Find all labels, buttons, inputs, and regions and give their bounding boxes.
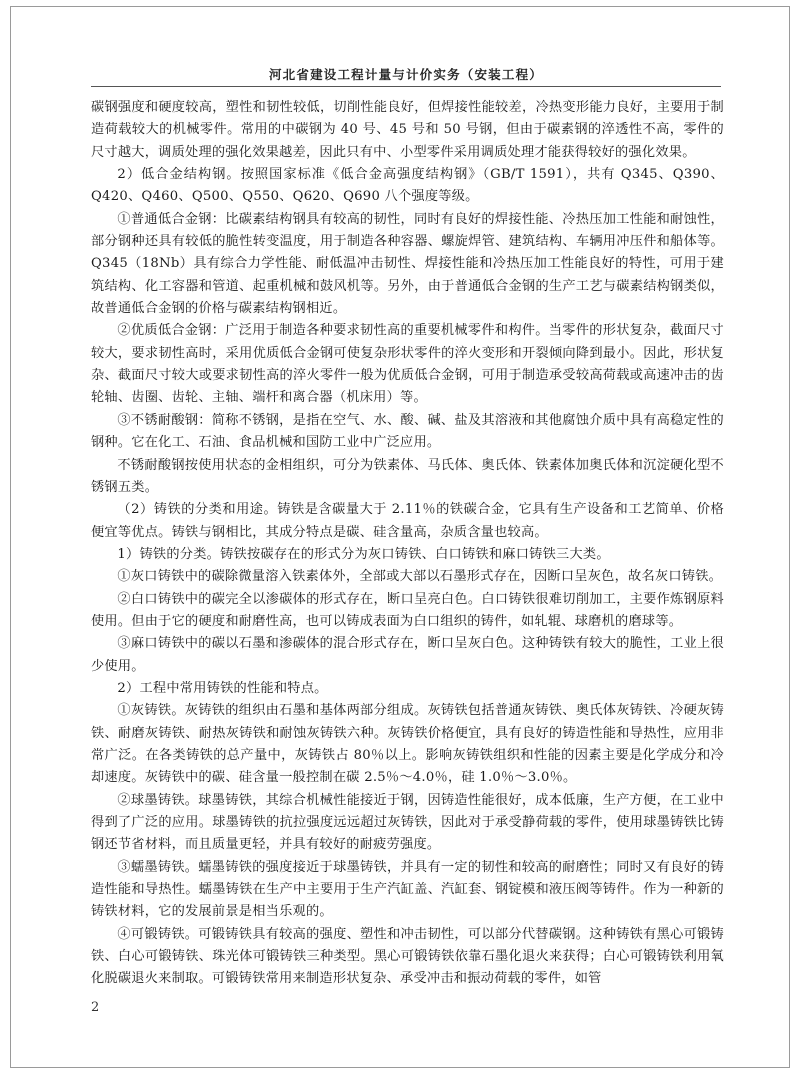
paragraph: ③蠕墨铸铁。蠕墨铸铁的强度接近于球墨铸铁，并具有一定的韧性和较高的耐磨性；同时又有良好的铸造性能和导热性。蠕墨铸铁在生产中主要用于生产汽缸盖、汽缸套、钢锭模和液压阀等铸件。作为一种新的铸铁材料，它的发展前景是相当乐观的。 <box>91 859 724 920</box>
paragraph: 1）铸铁的分类。铸铁按碳存在的形式分为灰口铸铁、白口铸铁和麻口铸铁三大类。 <box>117 546 610 562</box>
header-rule <box>91 86 721 87</box>
running-header: 河北省建设工程计量与计价实务（安装工程） <box>268 67 543 82</box>
paragraph: ④可锻铸铁。可锻铸铁具有较高的强度、塑性和冲击韧性，可以部分代替碳钢。这种铸铁有黑心可锻铸铁、白心可锻铸铁、珠光体可锻铸铁三种类型。黑心可锻铸铁依靠石墨化退火来获得；白心可锻铸铁利用氧化脱碳退火来制取。可锻铸铁常用来制造形状复杂、承受冲击和振动荷载的零件，如管 <box>91 926 724 987</box>
paragraph: 不锈耐酸钢按使用状态的金相组织，可分为铁素体、马氏体、奥氏体、铁素体加奥氏体和沉淀硬化型不锈钢五类。 <box>91 457 724 495</box>
page-number: 2 <box>91 1000 100 1015</box>
paragraph: 2）低合金结构钢。按照国家标准《低合金高强度结构钢》（GB/T 1591），共有 Q345、Q390、Q420、Q460、Q500、Q550、Q620、Q690 八个强度等级。 <box>91 167 724 205</box>
paragraph: 2）工程中常用铸铁的性能和特点。 <box>117 680 328 696</box>
paragraph: ①灰口铸铁中的碳除微量溶入铁素体外，全部或大部以石墨形式存在，因断口呈灰色，故名灰口铸铁。 <box>117 569 723 585</box>
paragraph: ③麻口铸铁中的碳以石墨和渗碳体的混合形式存在，断口呈灰白色。这种铸铁有较大的脆性，工业上很少使用。 <box>91 636 724 674</box>
paragraph: ②优质低合金钢：广泛用于制造各种要求韧性高的重要机械零件和构件。当零件的形状复杂，截面尺寸较大，要求韧性高时，采用优质低合金钢可使复杂形状零件的淬火变形和开裂倾向降到最小。因此，形状复杂、截面尺寸较大或要求韧性高的淬火零件一般为优质低合金钢，可用于制造承受较高荷载或高速冲击的齿轮轴、齿圈、齿轮、主轴、端杆和离合器（机床用）等。 <box>91 323 724 406</box>
paragraph: ①普通低合金钢：比碳素结构钢具有较高的韧性，同时有良好的焊接性能、冷热压加工性能和耐蚀性，部分钢种还具有较低的脆性转变温度，用于制造各种容器、螺旋焊管、建筑结构、车辆用冲压件和船体等。Q345（18Nb）具有综合力学性能、耐低温冲击韧性、焊接性能和冷热压加工性能良好的特性，可用于建筑结构、化工容器和管道、起重机械和鼓风机等。另外，由于普通低合金钢的生产工艺与碳素结构钢类似，故普通低合金钢的价格与碳素结构钢相近。 <box>91 211 724 317</box>
paragraph: ②球墨铸铁。球墨铸铁，其综合机械性能接近于钢，因铸造性能很好，成本低廉，生产方便，在工业中得到了广泛的应用。球墨铸铁的抗拉强度远远超过灰铸铁，因此对于承受静荷载的零件，使用球墨铸铁比铸钢还节省材料，而且质量更轻，并具有较好的耐疲劳强度。 <box>91 792 724 853</box>
paragraph: 碳钢强度和硬度较高，塑性和韧性较低，切削性能良好，但焊接性能较差，冷热变形能力良好，主要用于制造荷载较大的机械零件。常用的中碳钢为 40 号、45 号和 50 号钢，但由于碳素钢的淬透性不高，零件的尺寸越大，调质处理的强化效果越差，因此只有中、小型零件采用调质处理才能获得较好的强化效果。 <box>91 100 724 160</box>
paragraph: ②白口铸铁中的碳完全以渗碳体的形式存在，断口呈亮白色。白口铸铁很难切削加工，主要作炼钢原料使用。但由于它的硬度和耐磨性高，也可以铸成表面为白口组织的铸件，如轧辊、球磨机的磨球等。 <box>91 591 724 629</box>
paragraph: ①灰铸铁。灰铸铁的组织由石墨和基体两部分组成。灰铸铁包括普通灰铸铁、奥氏体灰铸铁、冷硬灰铸铁、耐磨灰铸铁、耐热灰铸铁和耐蚀灰铸铁六种。灰铸铁价格便宜，具有良好的铸造性能和导热性，应用非常广泛。在各类铸铁的总产量中，灰铸铁占 80％以上。影响灰铸铁组织和性能的因素主要是化学成分和冷却速度。灰铸铁中的碳、硅含量一般控制在碳 2.5％～4.0％，硅 1.0％～3.0％。 <box>91 703 724 786</box>
body-text <box>91 97 724 991</box>
paragraph: （2）铸铁的分类和用途。铸铁是含碳量大于 2.11％的铁碳合金，它具有生产设备和工艺简单、价格便宜等优点。铸铁与钢相比，其成分特点是碳、硅含量高，杂质含量也较高。 <box>91 502 724 540</box>
document-page <box>10 6 790 1068</box>
paragraph: ③不锈耐酸钢：简称不锈钢，是指在空气、水、酸、碱、盐及其溶液和其他腐蚀介质中具有高稳定性的钢种。它在化工、石油、食品机械和国防工业中广泛应用。 <box>91 412 724 451</box>
